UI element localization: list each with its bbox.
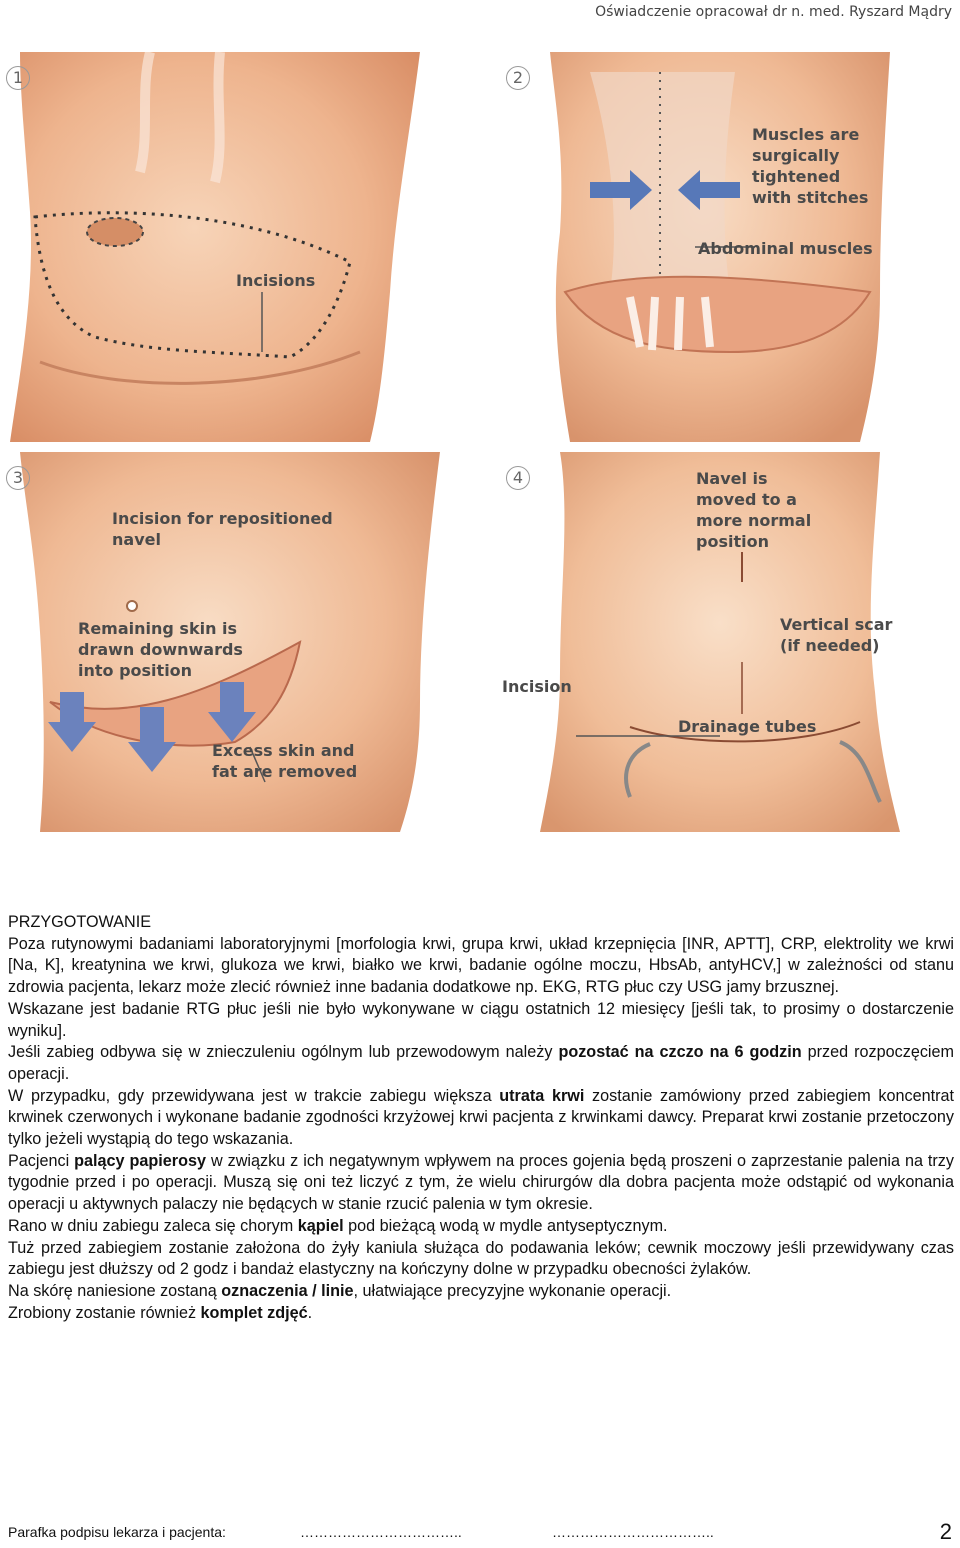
panel-number: 2 (506, 66, 530, 90)
text-span: w związku z ich negatywnym wpływem na proces gojenia będą proszeni o zaprzestanie palenia na trzy tygodnie przed i po operacji. Muszą się oni też liczyć z tym, że wielu chirurgów dla dobra pacjenta może odstąpić od wykonania operacji u aktywnych palaczy nie będących w stanie rzucić palenia w tym okresie. (8, 1151, 954, 1214)
paragraph-bath (8, 1216, 954, 1238)
doctor-signature-field: …………………………….. (300, 1524, 462, 1540)
panel-1-incisions (0, 52, 480, 442)
abdominoplasty-illustration (0, 52, 960, 832)
signature-label: Parafka podpisu lekarza i pacjenta: (8, 1524, 226, 1540)
paragraph-fasting (8, 1042, 954, 1085)
label-drainage-tubes: Drainage tubes (678, 717, 817, 736)
text-span: Rano w dniu zabiegu zaleca się chorym (8, 1216, 298, 1235)
paragraph-blood-loss (8, 1086, 954, 1151)
text-span: Pacjenci (8, 1151, 75, 1170)
paragraph-markings (8, 1281, 954, 1303)
text-span: Na skórę naniesione zostaną (8, 1281, 222, 1300)
paragraph-cannula: Tuż przed zabiegiem zostanie założona do żyły kaniula służąca do podawania leków; cewnik moczowy jeśli przewidywany czas zabiegu jest dłuższy od 2 godz i bandaż elastyczny na kończyny dolne w przypadku obecności żylaków. (8, 1238, 954, 1279)
bold-photos: komplet zdjęć (200, 1303, 308, 1322)
text-span: . (307, 1303, 313, 1322)
label-incision-repositioned-navel: Incision for repositioned navel (112, 509, 333, 549)
label-incisions: Incisions (236, 271, 316, 290)
label-navel-moved: Navel is moved to a more normal position (696, 469, 812, 551)
label-vertical-scar: Vertical scar (if needed) (780, 615, 893, 655)
page-number: 2 (939, 1519, 952, 1544)
text-span: zostanie zamówiony przed zabiegiem koncentrat krwinek czerwonych i wykonane badanie zgodności krzyżowej krwi pacjenta z krwinkami dawcy. Preparat krwi zostanie przetoczony tylko jeżeli wystąpią do tego wskazania. (8, 1086, 954, 1149)
label-incision: Incision (502, 677, 572, 696)
bold-markings: oznaczenia / linie (221, 1281, 354, 1300)
label-abdominal-muscles: Abdominal muscles (698, 239, 873, 258)
text-span: W przypadku, gdy przewidywana jest w trakcie zabiegu większa (8, 1086, 500, 1105)
author-credit: Oświadczenie opracował dr n. med. Ryszard Mądry (595, 4, 952, 20)
text-span: Zrobiony zostanie również (8, 1303, 201, 1322)
bold-smokers: palący papierosy (74, 1151, 206, 1170)
bold-bath: kąpiel (297, 1216, 344, 1235)
text-span: pod bieżącą wodą w mydle antyseptycznym. (343, 1216, 668, 1235)
bold-fasting: pozostać na czczo na 6 godzin (558, 1043, 802, 1062)
label-muscles-tightened: Muscles are surgically tightened with stitches (752, 125, 869, 207)
bold-blood-loss: utrata krwi (499, 1086, 585, 1105)
label-excess-skin: Excess skin and fat are removed (212, 741, 358, 781)
panel-2-muscles (480, 52, 960, 442)
paragraph-chest-xray: Wskazane jest badanie RTG płuc jeśli nie było wykonywane w ciągu ostatnich 12 miesięcy [jeśli tak, to prosimy o dostarczenie wyniku]. (8, 999, 954, 1040)
patient-signature-field: …………………………….. (552, 1524, 714, 1540)
paragraph-lab-tests: Poza rutynowymi badaniami laboratoryjnymi [morfologia krwi, grupa krwi, układ krzepnięcia [INR, APTT], CRP, elektrolity we krwi [Na, K], kreatynina we krwi, glukoza we krwi, białko we krwi, badanie ogólne moczu, HbsAb, antyHCV,] w zależności od stanu zdrowia pacjenta, lekarz może zlecić również inne badania dodatkowe np. EKG, RTG płuc czy USG jamy brzusznej. (8, 934, 954, 997)
panel-number: 3 (6, 466, 30, 490)
section-heading: PRZYGOTOWANIE (8, 913, 151, 931)
panel-number: 1 (6, 66, 30, 90)
paragraph-photos (8, 1303, 954, 1325)
panel-1-drawing (0, 52, 480, 442)
label-remaining-skin: Remaining skin is drawn downwards into position (78, 619, 243, 680)
paragraph-smokers (8, 1151, 954, 1216)
text-span: , ułatwiające precyzyjne wykonanie operacji. (353, 1281, 672, 1300)
text-span: przed rozpoczęciem operacji. (8, 1043, 955, 1083)
preparation-section (8, 912, 954, 1324)
panel-4-result (480, 452, 960, 832)
text-span: Jeśli zabieg odbywa się w znieczuleniu ogólnym lub przewodowym należy (8, 1043, 559, 1062)
panel-number: 4 (506, 466, 530, 490)
panel-3-skin-removal (0, 452, 480, 832)
